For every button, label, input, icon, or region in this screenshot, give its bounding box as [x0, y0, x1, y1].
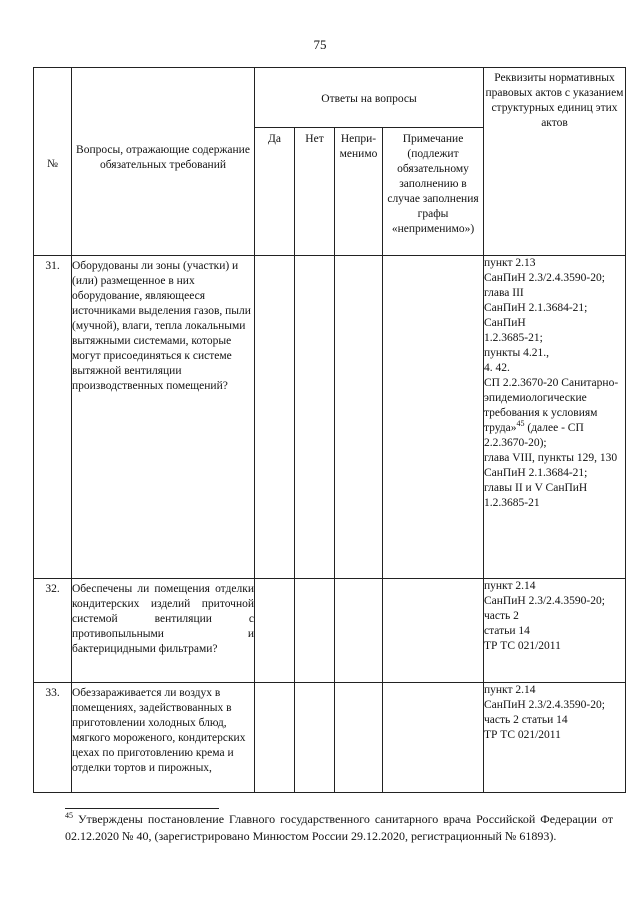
row-requisites: пункт 2.14 СанПиН 2.3/2.4.3590-20; часть 2 статьи 14 ТР ТС 021/2011 [484, 684, 605, 741]
row-number: 31. [45, 260, 60, 272]
answer-yes-cell[interactable] [255, 579, 295, 683]
row-requisites-cell [484, 579, 626, 683]
header-answers: Ответы на вопросы [321, 93, 417, 105]
footnote [65, 811, 613, 845]
row-question-cell [72, 256, 255, 579]
header-question-cell [72, 68, 255, 256]
answer-note-cell[interactable] [383, 579, 484, 683]
header-requisites-cell [484, 68, 626, 256]
row-question: Обеспечены ли помещения отделки кондитерских изделий приточной системой вентиляции с противопыльными и бактерицидными фильтрами? [72, 583, 254, 655]
answer-no-cell[interactable] [295, 256, 335, 579]
row-num-cell [34, 579, 72, 683]
row-requisites-cell [484, 256, 626, 579]
footnote-mark: 45 [65, 811, 73, 820]
answer-yes-cell[interactable] [255, 683, 295, 793]
footnote-reference: 45 [516, 419, 525, 429]
table-row [34, 579, 626, 683]
answer-na-cell[interactable] [335, 579, 383, 683]
table-header-row [34, 68, 626, 128]
header-num-cell [34, 68, 72, 256]
answer-na-cell[interactable] [335, 256, 383, 579]
header-note: Примечание (подлежит обязательному заполнению в случае заполнения графы «неприменимо») [387, 133, 479, 235]
answer-na-cell[interactable] [335, 683, 383, 793]
row-num-cell [34, 256, 72, 579]
header-no: Нет [305, 133, 324, 145]
footnote-separator [65, 808, 219, 809]
row-requisites-part2: (далее - СП 2.2.3670-20); глава VIII, пункты 129, 130 СанПиН 2.1.3684-21; главы II и V СанПиН 1.2.3685-21 [484, 422, 618, 509]
header-note-cell [383, 128, 484, 256]
header-na: Непри- менимо [339, 133, 378, 160]
row-question-cell [72, 579, 255, 683]
answer-note-cell[interactable] [383, 683, 484, 793]
footnote-text: Утверждены постановление Главного государственного санитарного врача Российской Федерации от 02.12.2020 № 40, (зарегистрировано Минюстом России 29.12.2020, регистрационный № 61893). [65, 812, 613, 843]
answer-yes-cell[interactable] [255, 256, 295, 579]
header-requisites: Реквизиты нормативных правовых актов с указанием структурных единиц этих актов [485, 72, 624, 129]
row-number: 33. [45, 687, 60, 699]
row-num-cell [34, 683, 72, 793]
row-requisites: пункт 2.14 СанПиН 2.3/2.4.3590-20; часть 2 статьи 14 ТР ТС 021/2011 [484, 580, 605, 652]
row-question: Обеззараживается ли воздух в помещениях, задействованных в приготовлении холодных блюд, мягкого мороженого, кондитерских цехах по приготовлению крема и отделки тортов и пирожных, [72, 687, 246, 774]
answer-note-cell[interactable] [383, 256, 484, 579]
row-number: 32. [45, 583, 60, 595]
requirements-table [33, 67, 626, 793]
header-question: Вопросы, отражающие содержание обязательных требований [76, 144, 250, 171]
row-requisites-part1: пункт 2.13 СанПиН 2.3/2.4.3590-20; глава III СанПиН 2.1.3684-21; СанПиН 1.2.3685-21; пункты 4.21., 4. 42. СП 2.2.3670-20 Санитарно-эпидемиологические требования к условиям труда» [484, 257, 619, 434]
row-requisites-cell [484, 683, 626, 793]
header-na-cell [335, 128, 383, 256]
answer-no-cell[interactable] [295, 683, 335, 793]
table-row [34, 256, 626, 579]
page-number: 75 [313, 37, 327, 52]
row-requisites [484, 256, 625, 511]
row-question: Оборудованы ли зоны (участки) и (или) размещенное в них оборудование, являющееся источниками выделения газов, пыли (мучной), влаги, тепла локальными вытяжными системами, которые могут присоединяться к системе вытяжной вентиляции производственных помещений? [72, 260, 251, 392]
header-yes-cell [255, 128, 295, 256]
header-num: № [47, 158, 58, 170]
row-question-cell [72, 683, 255, 793]
header-answers-cell [255, 68, 484, 128]
header-yes: Да [268, 133, 281, 145]
header-no-cell [295, 128, 335, 256]
answer-no-cell[interactable] [295, 579, 335, 683]
table-row [34, 683, 626, 793]
